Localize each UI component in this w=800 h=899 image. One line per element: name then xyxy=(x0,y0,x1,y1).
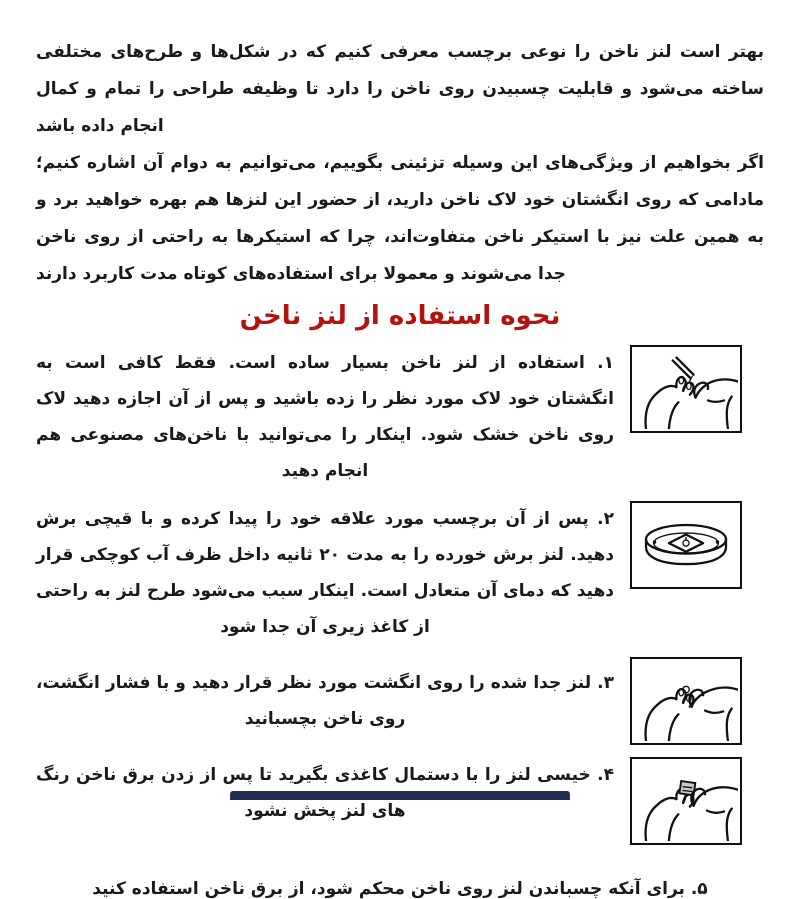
water-dish-icon xyxy=(634,505,738,585)
paper-towel-icon xyxy=(634,761,738,841)
section-heading: نحوه استفاده از لنز ناخن xyxy=(239,301,561,331)
step-item-1 xyxy=(36,345,764,489)
step-4-text: ۴. خیسی لنز را با دستمال کاغذی بگیرید تا پس از زدن برق ناخن رنگ های لنز پخش نشود xyxy=(36,765,614,821)
final-step-text: ۵. برای آنکه چسباندن لنز روی ناخن محکم شود، از برق ناخن استفاده کنید xyxy=(92,879,708,899)
step-item-3 xyxy=(36,657,764,745)
press-lens-icon xyxy=(634,661,738,741)
intro-paragraph-2: اگر بخواهیم از ویژگی‌های این وسیله تزئینی بگوییم، می‌توانیم به دوام آن اشاره کنیم؛ مادامی که روی انگشتان خود لاک ناخن دارید، از حضور این لنزها هم بهره خواهید برد و به همین علت نیز با استیکر ناخن متفاوت‌اند، چرا که استیکرها به راحتی از روی ناخن جدا می‌شوند و معمولا برای استفاده‌های کوتاه مدت کاربرد دارند xyxy=(36,153,764,284)
step-item-2 xyxy=(36,501,764,645)
intro-paragraph-1: بهتر است لنز ناخن را نوعی برچسب معرفی کنیم که در شکل‌ها و طرح‌های مختلفی ساخته می‌شود و قابلیت چسبیدن روی ناخن را دارد تا وظیفه طراحی را تمام و کمال انجام داده باشد xyxy=(36,42,764,136)
home-indicator[interactable] xyxy=(230,791,570,800)
step-2-text: ۲. پس از آن برچسب مورد علاقه خود را پیدا کرده و با قیچی برش دهید. لنز برش خورده را به مدت ۲۰ ثانیه داخل ظرف آب کوچکی قرار دهید که دمای آن متعادل است. اینکار سبب می‌شود طرح لنز به راحتی از کاغذ زیری آن جدا شود xyxy=(36,509,614,637)
press-lens-illustration xyxy=(630,657,742,745)
step-3-text: ۳. لنز جدا شده را روی انگشت مورد نظر قرار دهید و با فشار انگشت، روی ناخن بچسبانید xyxy=(36,673,614,729)
step-item-4 xyxy=(36,757,764,845)
water-dish-illustration xyxy=(630,501,742,589)
paper-towel-illustration xyxy=(630,757,742,845)
polish-hands-icon xyxy=(634,349,738,429)
polish-hands-illustration xyxy=(630,345,742,433)
step-1-text: ۱. استفاده از لنز ناخن بسیار ساده است. فقط کافی است به انگشتان خود لاک مورد نظر را زده باشید و پس از آن اجازه دهید لاک روی ناخن خشک شود. اینکار را می‌توانید با ناخن‌های مصنوعی هم انجام دهید xyxy=(36,353,614,481)
